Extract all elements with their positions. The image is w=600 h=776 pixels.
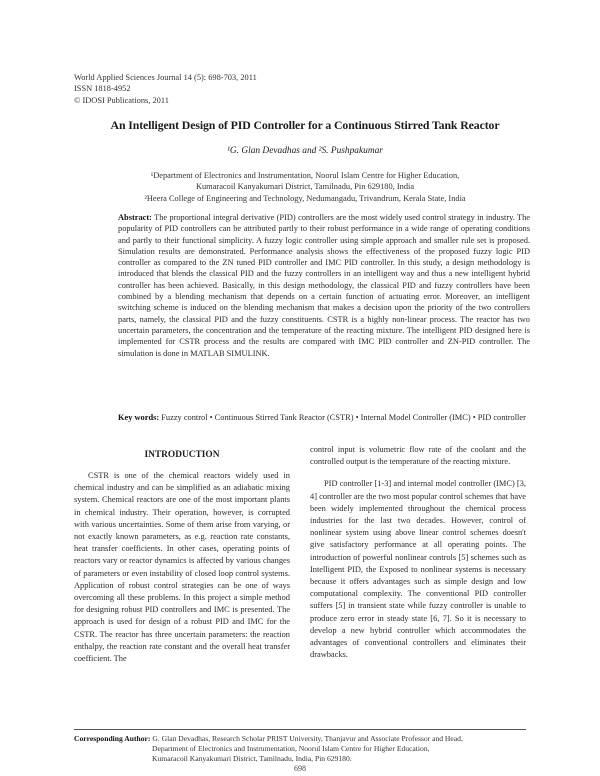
paper-title: An Intelligent Design of PID Controller for a Continuous Stirred Tank Reactor: [110, 118, 500, 132]
body-paragraph: CSTR is one of the chemical reactors widely used in chemical industry and can be simplified as an adiabatic mixing system. Chemical reactors are one of the most important plants in chemical industry. Their operation, however, is corrupted with various uncertainties. Some of them arise from varying, or not exactly known parameters, as e.g. reaction rate constants, heat transfer coefficients. In other cases, operating points of reactors vary or reactor dynamics is affected by various changes of parameters or even instability of closed loop control systems. Application of robust control strategies can be one of ways overcoming all these problems. In this project a simple method for designing robust PID controllers and IMC is presented. The approach is used for design of a robust PID and IMC for the CSTR. The reactor has three uncertain parameters: the reaction enthalpy, the reaction rate constant and the overall heat transfer coefficient. The: [74, 471, 290, 664]
author-affiliations: [60, 170, 550, 204]
affiliation-line: ¹Department of Electronics and Instrumentation, Noorul Islam Centre for Higher Education,: [150, 171, 460, 180]
paper-authors: ¹G. Glan Devadhas and ²S. Pushpakumar: [227, 146, 383, 156]
journal-copyright: © IDOSI Publications, 2011: [74, 95, 169, 105]
keywords: [118, 412, 530, 423]
footnote-line: Kumaracoil Kanyakumari District, Tamilnadu, India, Pin 629180.: [152, 753, 352, 763]
journal-citation: World Applied Sciences Journal 14 (5): 698-703, 2011: [74, 73, 257, 82]
affiliation-line: ²Heera College of Engineering and Technology, Nedumangadu, Trivandrum, Kerala State, India: [144, 193, 466, 203]
body-paragraph: control input is volumetric flow rate of the coolant and the controlled output is the temperature of the reacting mixture.: [310, 445, 526, 467]
journal-issn: ISSN 1818-4952: [74, 84, 131, 94]
left-column: [74, 470, 290, 665]
page-number: 698: [294, 764, 306, 773]
corresponding-author-footnote: [74, 734, 526, 763]
journal-header: [74, 72, 257, 106]
introduction-heading: INTRODUCTION: [144, 450, 220, 460]
footnote-label: Corresponding Author:: [74, 734, 151, 743]
keywords-text: Fuzzy control • Continuous Stirred Tank Reactor (CSTR) • Internal Model Controller (IMC) • PID controller: [161, 413, 526, 422]
body-paragraph: PID controller [1-3] and internal model controller (IMC) [3, 4] controller are the two most popular control schemes that have been widely implemented throughout the chemical process industries for the last two decades. However, control of nonlinear system using above linear control schemes doesn't give satisfactory performance at all operating points. The introduction of powerful nonlinear controls [5] schemes such as Intelligent PID, the Exposed to nonlinear systems is necessary because it offers advantages such as simple design and low computational complexity. The conventional PID controller suffers [5] in transient state while fuzzy controller is unable to produce zero error in steady state [6, 7]. So it is necessary to develop a new hybrid controller which accommodates the advantages of conventional controllers and eliminates their drawbacks.: [310, 479, 526, 660]
footnote-line: G. Glan Devadhas, Research Scholar PRIST University, Thanjavur and Associate Professor and Head,: [152, 734, 463, 743]
footnote-line: Department of Electronics and Instrumentation, Noorul Islam Centre for Higher Education,: [152, 743, 430, 753]
abstract-label: Abstract:: [118, 213, 152, 222]
abstract-text: The proportional integral derivative (PID) controllers are the most widely used control strategy in industry. The popularity of PID controllers can be attributed partly to their robust performance in a wide range of operating conditions and partly to their functional simplicity. A fuzzy logic controller using simple approach and smaller rule set is proposed. Simulation results are demonstrated. Performance analysis shows the effectiveness of the proposed fuzzy logic PID controller as compared to the ZN tuned PID controller and IMC PID controller. In this study, a design methodology is introduced that blends the classical PID and the fuzzy controllers in an intelligent way and thus a new intelligent hybrid controller has been achieved. Basically, in this design methodology, the classical PID and fuzzy controllers have been combined by a blending mechanism that depends on a certain function of actuating error. Moreover, an intelligent switching scheme is induced on the blending mechanism that makes a decision upon the priority of the two controllers parts, namely, the classical PID and the fuzzy constituents. CSTR is a highly non-linear process. The reactor has two uncertain parameters, the concentration and the temperature of the reacting mixture. The intelligent PID designed here is implemented for CSTR process and the results are compared with IMC PID controller and ZN-PID controller. The simulation is done in MATLAB SIMULINK.: [118, 213, 530, 358]
keywords-label: Key words:: [118, 413, 160, 422]
abstract: [118, 212, 530, 359]
right-column: [310, 444, 526, 661]
affiliation-line: Kumaracoil Kanyakumari District, Tamilnadu, Pin 629180, India: [195, 182, 415, 192]
footnote-divider: [74, 729, 526, 730]
